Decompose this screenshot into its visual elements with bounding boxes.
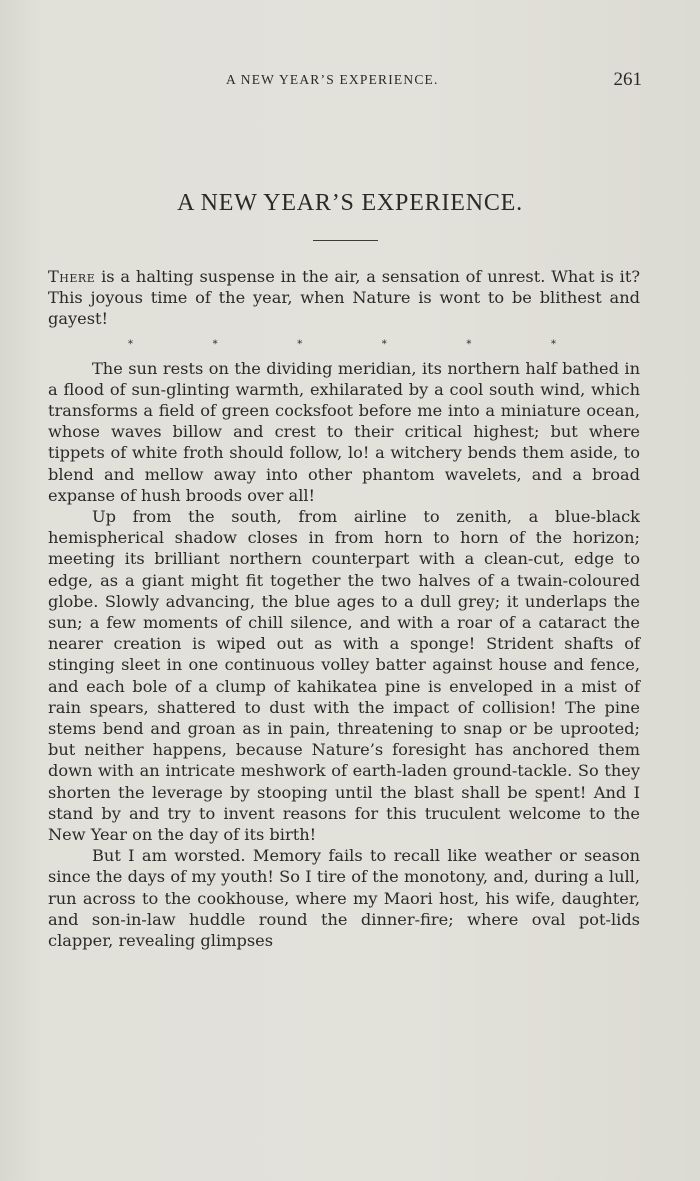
running-head	[48, 70, 642, 92]
separator-star: *	[550, 338, 556, 350]
paragraph-cookhouse: But I am worsted. Memory fails to recall like weather or season since the days of my youth! So I tire of the monotony, and, during a lull, run across to the cookhouse, where my Maori host, his wife, daughter, and son-in-law huddle round the dinner-fire; where oval pot-lids clapper, revealing glimpses	[48, 846, 640, 951]
title-rule	[313, 240, 378, 241]
page-number: 261	[613, 69, 642, 90]
paragraph-storm: Up from the south, from airline to zenith, a blue-black hemispherical shadow closes in from horn to horn of the horizon; meeting its brilliant northern counterpart with a clean-cut, edge to edge, as a giant might fit together the two halves of a twain-coloured globe. Slowly advancing, the blue ages to a dull grey; it underlaps the sun; a few moments of chill silence, and with a roar of a cataract the nearer creation is wiped out as with a sponge! Strident shafts of stinging sleet in one continuous volley batter against house and fence, and each bole of a clump of kahikatea pine is enveloped in a mist of rain spears, shattered to dust with the impact of collision! The pine stems bend and groan as in pain, threatening to snap or be uprooted; but neither happens, because Nature’s foresight has anchored them down with an intricate meshwork of earth-laden ground-tackle. So they shorten the leverage by stooping until the blast shall be spent! And I stand by and try to invent reasons for this truculent welcome to the New Year on the day of its birth!	[48, 507, 640, 845]
chapter-title: A NEW YEAR’S EXPERIENCE.	[177, 190, 523, 216]
paragraph-sun: The sun rests on the dividing meridian, its northern half bathed in a flood of sun-glinting warmth, exhilarated by a cool south wind, which transforms a field of green cocksfoot before me into a miniature ocean, whose waves billow and crest to their critical highest; but where tippets of white froth should follow, lo! a witchery bends them aside, to blend and mellow away into other phantom wavelets, and a broad expanse of hush broods over all!	[48, 358, 640, 505]
separator-star: *	[128, 338, 133, 350]
separator-star: *	[297, 338, 303, 350]
body-text	[48, 266, 640, 951]
running-title: A NEW YEAR’S EXPERIENCE.	[226, 72, 439, 87]
intro-lead-word: There	[48, 267, 96, 286]
separator-star: *	[381, 338, 387, 350]
intro-paragraph	[48, 266, 640, 330]
separator-star: *	[466, 338, 472, 350]
intro-text: is a halting suspense in the air, a sensation of unrest. What is it? This joyous time of the year, when Nature is wont to be blithest and gayest!	[48, 267, 640, 329]
separator-star: *	[212, 338, 218, 350]
section-separator	[48, 330, 640, 358]
